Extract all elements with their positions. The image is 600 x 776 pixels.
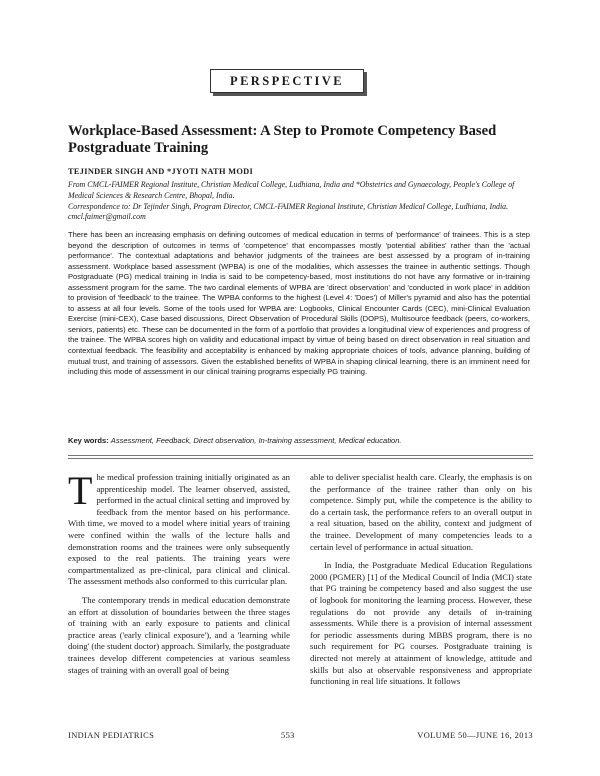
authors: TEJINDER SINGH AND *JYOTI NATH MODI	[68, 167, 254, 176]
section-label: PERSPECTIVE	[230, 74, 344, 88]
body-paragraph: able to deliver specialist health care. Clearly, the emphasis is on the performance of the trainee rather than only on his competence. Simply put, while the competence is the ability to do a certain task, the performance refers to an overall output in a real situation, based on the ability, context and judgment of the trainee. Development of many competencies leads to a certain level of performance in actual situation.	[310, 472, 532, 552]
keywords-label: Key words:	[68, 436, 109, 445]
body-column-left	[68, 468, 290, 683]
body-paragraph	[68, 468, 290, 588]
divider-rule	[68, 458, 533, 459]
journal-name: INDIAN PEDIATRICS	[68, 731, 155, 740]
abstract: There has been an increasing emphasis on defining outcomes of medical education in terms of 'performance' of trainees. This is a step beyond the description of outcomes in terms of 'competence' that encompasses mostly 'potential abilities' rather than the 'actual performance'. The contextual adaptations and behavior judgments of the trainees are best assessed by a program of in-training assessment. Workplace based assessment (WPBA) is one of the modalities, which assesses the trainee in authentic settings. Though Postgraduate (PG) medical training in India is said to be competency-based, most institutions do not have any formative or in-training assessment program for the same. The two cardinal elements of WPBA are 'direct observation' and 'conducted in work place' in addition to provision of 'feedback' to the trainee. The WPBA conforms to the highest (Level 4: 'Does') of Miller's pyramid and also has the potential to assess at all four levels. Some of the tools used for WPBA are: Logbooks, Clinical Encounter Cards (CEC), mini-Clinical Evaluation Exercise (mini-CEX), Case based discussions, Direct Observation of Procedural Skills (DOPS), Multisource feedback (peers, co-workers, seniors, patients) etc. These can be documented in the form of a portfolio that provides a longitudinal view of experiences and progress of the trainee. The WPBA scores high on validity and educational impact by virtue of being based on direct observation in real situation and contextual feedback. The feasibility and acceptability is enhanced by making appropriate choices of tools, advance planning, building of mutual trust, and training of assessors. Given the established benefits of WPBA in shaping clinical learning, there is an imminent need for including this mode of assessment in our clinical training programs especially PG training.	[68, 230, 530, 377]
body-column-right	[310, 472, 532, 695]
body-paragraph: The contemporary trends in medical education demonstrate an effort at dissolution of boundaries between the three stages of training with an early exposure to patients and clinical practice areas ('early clinical exposure'), and a 'learning while doing' (the student doctor) approach. Similarly, the postgraduate trainees develop different competencies at various seamless stages of training with an overall goal of being	[68, 594, 290, 675]
section-label-banner	[210, 69, 364, 93]
divider-rule	[68, 455, 533, 456]
volume-date: VOLUME 50—JUNE 16, 2013	[417, 731, 533, 740]
keywords-line	[68, 436, 530, 447]
affiliation-block	[68, 180, 538, 223]
page-number: 553	[281, 731, 295, 740]
correspondence: Correspondence to: Dr Tejinder Singh, Program Director, CMCL-FAIMER Regional Institute, Christian Medical College, Ludhiana, India. cmcl.faimer@gmail.com	[68, 201, 509, 222]
keywords: Assessment, Feedback, Direct observation, In-training assessment, Medical education.	[110, 436, 402, 445]
article-title: Workplace-Based Assessment: A Step to Promote Competency Based Postgraduate Training	[68, 123, 497, 156]
body-paragraph: In India, the Postgraduate Medical Education Regulations 2000 (PGMER) [1] of the Medical Council of India (MCI) state that PG training be competency based and also suggest the use of logbook for monitoring the learning process. However, these regulations do not provide any details of in-training assessments. While there is a provision of internal assessment for periodic assessments during MBBS program, there is no such requirement for PG courses. Postgraduate training is directed not merely at attainment of knowledge, attitude and skills but also at observable responsiveness and appropriate functioning in real life situations. It follows	[310, 560, 532, 687]
page-footer	[68, 731, 533, 745]
body-paragraph-text: he medical profession training initially originated as an apprenticeship model. The learner observed, assisted, performed in the actual clinical setting and improved by feedback from the mentor based on his performance. With time, we moved to a model where initial years of training were confined within the walls of the lecture halls and demonstration rooms and the trainees were only subsequently exposed to the real patients. The training years were compartmentalized as pre-clinical, para clinical and clinical. The assessment methods also conformed to this curricular plan.	[68, 472, 290, 587]
drop-cap: T	[68, 468, 93, 513]
affiliation: From CMCL-FAIMER Regional Institute, Christian Medical College, Ludhiana, India and *Obstetrics and Gynaecology, People's College of Medical Sciences & Research Centre, Bhopal, India.	[68, 180, 515, 200]
